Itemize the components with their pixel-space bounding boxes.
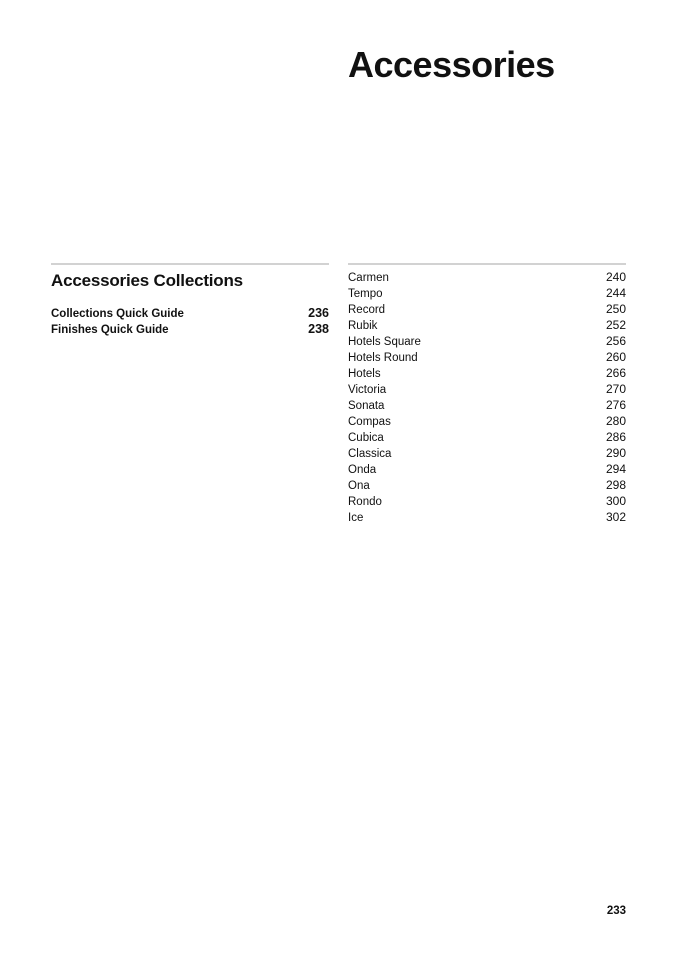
toc-entry-ona[interactable] bbox=[348, 477, 626, 493]
toc-entry-victoria[interactable] bbox=[348, 381, 626, 397]
toc-entry-page: 280 bbox=[605, 414, 626, 428]
toc-entry-hotels-round[interactable] bbox=[348, 349, 626, 365]
toc-entry-page: 290 bbox=[605, 446, 626, 460]
toc-entry-page: 260 bbox=[605, 350, 626, 364]
toc-entry-label: Hotels Round bbox=[348, 352, 418, 364]
page-title: Accessories bbox=[348, 44, 555, 85]
toc-entry-ice[interactable] bbox=[348, 509, 626, 525]
toc-entry-page: 236 bbox=[308, 306, 329, 320]
toc-entry-label: Rondo bbox=[348, 496, 382, 508]
accessories-collections-section bbox=[51, 263, 329, 337]
toc-entry-finishes-quick-guide[interactable] bbox=[51, 321, 329, 337]
toc-entry-page: 250 bbox=[605, 302, 626, 316]
toc-entry-collections-quick-guide[interactable] bbox=[51, 305, 329, 321]
toc-entry-label: Hotels Square bbox=[348, 336, 421, 348]
toc-entry-classica[interactable] bbox=[348, 445, 626, 461]
toc-entry-hotels-square[interactable] bbox=[348, 333, 626, 349]
toc-entry-label: Carmen bbox=[348, 272, 389, 284]
toc-entry-sonata[interactable] bbox=[348, 397, 626, 413]
toc-entry-label: Rubik bbox=[348, 320, 378, 332]
toc-entry-label: Hotels bbox=[348, 368, 381, 380]
page-number: 233 bbox=[606, 905, 626, 917]
toc-entry-onda[interactable] bbox=[348, 461, 626, 477]
toc-entry-tempo[interactable] bbox=[348, 285, 626, 301]
toc-entry-label: Finishes Quick Guide bbox=[51, 324, 169, 336]
toc-entry-label: Collections Quick Guide bbox=[51, 308, 184, 320]
toc-entry-label: Cubica bbox=[348, 432, 384, 444]
toc-entry-label: Sonata bbox=[348, 400, 385, 412]
toc-entry-page: 256 bbox=[605, 334, 626, 348]
toc-entry-page: 270 bbox=[605, 382, 626, 396]
toc-entry-page: 244 bbox=[605, 286, 626, 300]
toc-entry-label: Onda bbox=[348, 464, 377, 476]
section-divider bbox=[51, 263, 329, 265]
toc-entry-page: 240 bbox=[605, 270, 626, 284]
toc-entry-carmen[interactable] bbox=[348, 269, 626, 285]
toc-entry-page: 302 bbox=[605, 510, 626, 524]
collections-index bbox=[348, 263, 626, 525]
toc-entry-compas[interactable] bbox=[348, 413, 626, 429]
toc-entry-page: 266 bbox=[605, 366, 626, 380]
toc-entry-label: Classica bbox=[348, 448, 392, 460]
collections-toc bbox=[348, 269, 626, 525]
toc-entry-page: 294 bbox=[605, 462, 626, 476]
toc-entry-rondo[interactable] bbox=[348, 493, 626, 509]
toc-entry-page: 300 bbox=[605, 494, 626, 508]
toc-entry-record[interactable] bbox=[348, 301, 626, 317]
index-divider bbox=[348, 263, 626, 265]
toc-entry-rubik[interactable] bbox=[348, 317, 626, 333]
toc-entry-label: Ona bbox=[348, 480, 370, 492]
guides-toc bbox=[51, 305, 329, 337]
toc-entry-label: Compas bbox=[348, 416, 391, 428]
toc-entry-page: 298 bbox=[605, 478, 626, 492]
toc-entry-label: Tempo bbox=[348, 288, 383, 300]
toc-entry-page: 252 bbox=[605, 318, 626, 332]
toc-entry-cubica[interactable] bbox=[348, 429, 626, 445]
toc-entry-label: Victoria bbox=[348, 384, 387, 396]
toc-entry-hotels[interactable] bbox=[348, 365, 626, 381]
toc-entry-page: 238 bbox=[308, 322, 329, 336]
toc-entry-label: Ice bbox=[348, 512, 364, 524]
section-heading: Accessories Collections bbox=[51, 271, 243, 290]
toc-entry-label: Record bbox=[348, 304, 386, 316]
toc-entry-page: 286 bbox=[605, 430, 626, 444]
toc-entry-page: 276 bbox=[605, 398, 626, 412]
